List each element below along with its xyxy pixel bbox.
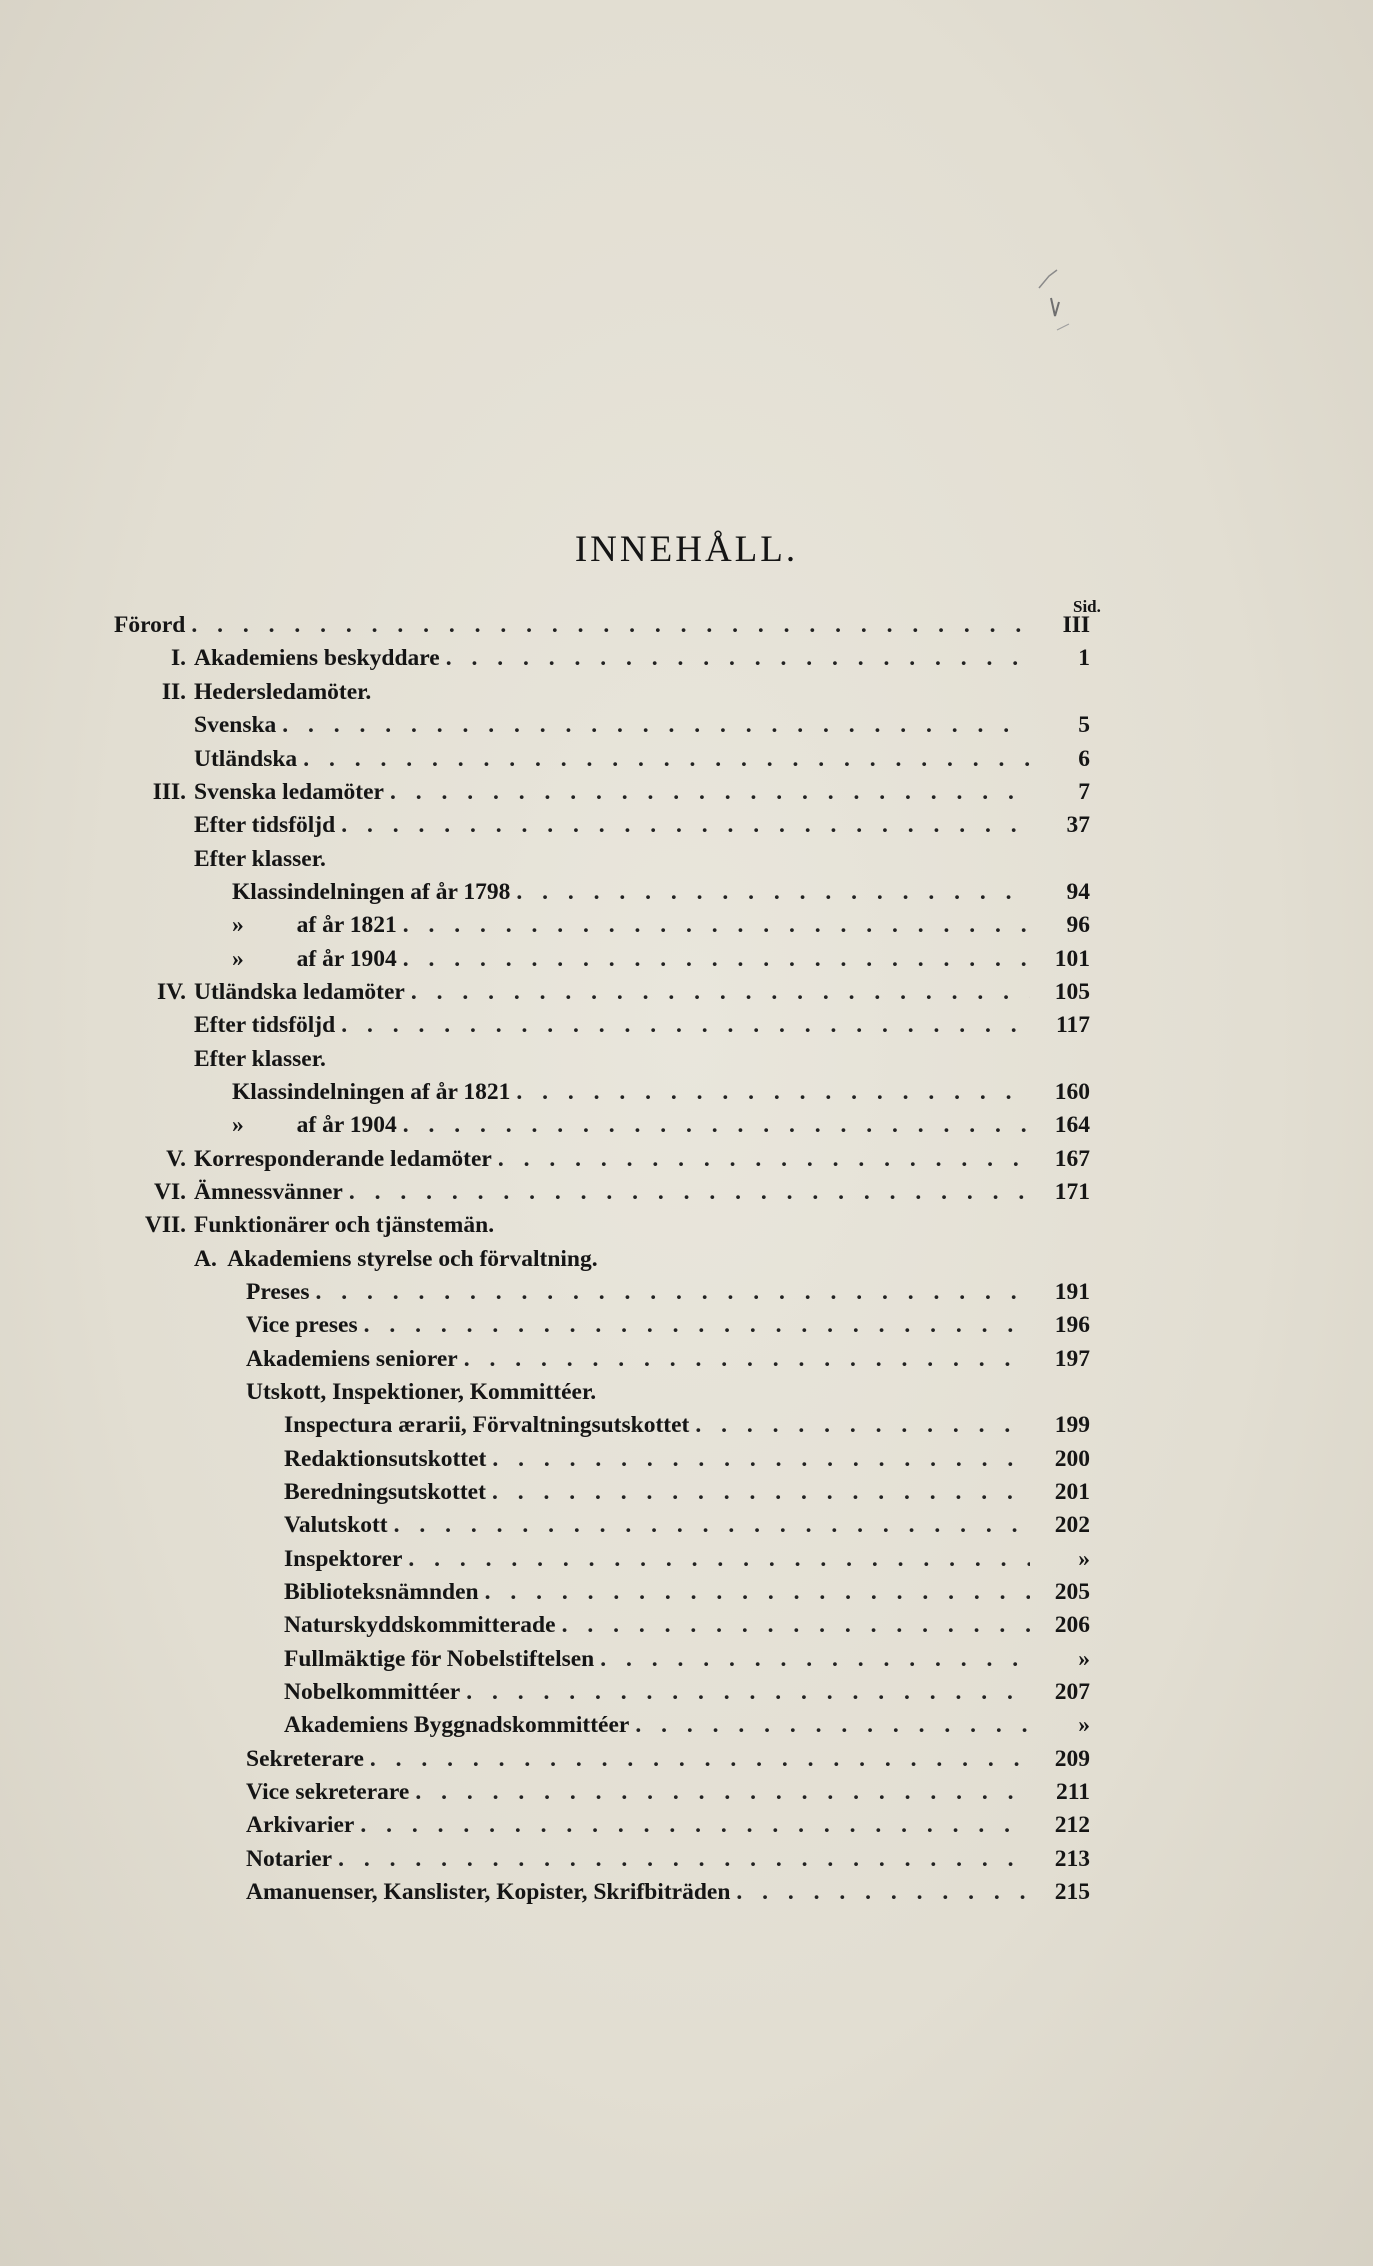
dot-leader xyxy=(736,1879,1030,1906)
toc-entry-label: » af år 1904 xyxy=(232,1112,397,1138)
toc-entry-label: Klassindelningen af år 1798 xyxy=(232,879,511,905)
toc-entry xyxy=(284,1479,1090,1513)
toc-entry-label: Ämnessvänner xyxy=(194,1179,343,1205)
toc-entry xyxy=(246,1346,1090,1380)
toc-entry-page: 211 xyxy=(1056,1779,1090,1805)
toc-entry-page: 7 xyxy=(1078,779,1090,805)
toc-entry xyxy=(284,1712,1090,1746)
toc-entry xyxy=(232,912,1090,946)
dot-leader xyxy=(446,645,1030,672)
toc-entry-label: » af år 1821 xyxy=(232,912,397,938)
toc-entry xyxy=(157,979,1090,1013)
toc-entry-page: 209 xyxy=(1054,1746,1090,1772)
toc-entry xyxy=(144,1212,1090,1246)
toc-entry xyxy=(114,612,1090,646)
toc-entry-page: 101 xyxy=(1054,946,1090,972)
toc-entry-page: 94 xyxy=(1066,879,1090,905)
toc-entry-label: Inspectura ærarii, Förvaltningsutskottet xyxy=(284,1412,690,1438)
toc-entry-label: Efter klasser. xyxy=(194,846,326,872)
toc-entry-label: Utskott, Inspektioner, Kommittéer. xyxy=(246,1379,597,1405)
toc-entry xyxy=(161,679,1090,713)
dot-leader xyxy=(341,1012,1030,1039)
toc-entry-page: » xyxy=(1078,1646,1090,1672)
dot-leader xyxy=(394,1512,1030,1539)
toc-entry-label: Klassindelningen af år 1821 xyxy=(232,1079,511,1105)
toc-entry-label: Fullmäktige för Nobelstiftelsen xyxy=(284,1646,595,1672)
toc-entry-label: Hedersledamöter. xyxy=(194,679,372,705)
toc-entry xyxy=(194,1246,1090,1280)
toc-entry-page: 207 xyxy=(1054,1679,1090,1705)
dot-leader xyxy=(403,912,1030,939)
toc-entry xyxy=(232,1079,1090,1113)
dot-leader xyxy=(341,812,1030,839)
dot-leader xyxy=(403,1112,1030,1139)
toc-entry xyxy=(194,1046,1090,1080)
toc-entry-label: Funktionärer och tjänstemän. xyxy=(194,1212,495,1238)
toc-entry-label: Efter tidsföljd xyxy=(194,1012,336,1038)
toc-entry xyxy=(284,1546,1090,1580)
toc-entry-number: I. xyxy=(170,645,186,671)
toc-entry-page: 5 xyxy=(1078,712,1090,738)
toc-entry-label: Svenska xyxy=(194,712,277,738)
dot-leader xyxy=(338,1846,1030,1873)
toc-entry-label: Akademiens seniorer xyxy=(246,1346,458,1372)
toc-entry xyxy=(232,879,1090,913)
toc-entry xyxy=(284,1512,1090,1546)
toc-entry xyxy=(284,1679,1090,1713)
toc-entry-label: Amanuenser, Kanslister, Kopister, Skrifbiträden xyxy=(246,1879,731,1905)
toc-entry xyxy=(284,1412,1090,1446)
pencil-checkmark-icon xyxy=(1035,268,1071,338)
toc-entry-number: VI. xyxy=(154,1179,186,1205)
toc-entry-label: Förord xyxy=(114,612,186,638)
toc-entry xyxy=(232,1112,1090,1146)
dot-leader xyxy=(562,1612,1030,1639)
toc-entry-label: Arkivarier xyxy=(246,1812,355,1838)
toc-entry xyxy=(246,1312,1090,1346)
toc-entry xyxy=(194,1012,1090,1046)
toc-entry-number: VII. xyxy=(144,1212,186,1238)
toc-entry-page: 37 xyxy=(1066,812,1090,838)
dot-leader xyxy=(498,1146,1030,1173)
toc-entry-label: Vice sekreterare xyxy=(246,1779,410,1805)
toc-entry-label: Valutskott xyxy=(284,1512,388,1538)
dot-leader xyxy=(516,879,1030,906)
toc-entry-label: A. Akademiens styrelse och förvaltning. xyxy=(194,1246,598,1272)
toc-entry-label: Korresponderande ledamöter xyxy=(194,1146,492,1172)
toc-entry-label: Beredningsutskottet xyxy=(284,1479,486,1505)
dot-leader xyxy=(516,1079,1030,1106)
toc-entry xyxy=(284,1579,1090,1613)
toc-entry-number: IV. xyxy=(157,979,186,1005)
toc-entry-label: Utländska xyxy=(194,746,298,772)
toc-entry-page: 196 xyxy=(1054,1312,1090,1338)
toc-entry-number: III. xyxy=(152,779,186,805)
toc-entry-label: Svenska ledamöter xyxy=(194,779,384,805)
dot-leader xyxy=(415,1779,1030,1806)
toc-entry-label: Preses xyxy=(246,1279,310,1305)
toc-entry-page: 167 xyxy=(1054,1146,1090,1172)
dot-leader xyxy=(303,746,1030,773)
toc-entry-page: 200 xyxy=(1054,1446,1090,1472)
toc-entry-page: 1 xyxy=(1078,645,1090,671)
toc-entry xyxy=(246,1879,1090,1913)
toc-entry-label: Akademiens beskyddare xyxy=(194,645,440,671)
toc-entry-page: 96 xyxy=(1066,912,1090,938)
toc-entry-label: Inspektorer xyxy=(284,1546,403,1572)
toc-entry-page: 215 xyxy=(1054,1879,1090,1905)
toc-entry xyxy=(246,1746,1090,1780)
toc-entry-page: 105 xyxy=(1054,979,1090,1005)
toc-entry xyxy=(154,1179,1090,1213)
toc-entry xyxy=(166,1146,1090,1180)
toc-entry xyxy=(246,1279,1090,1313)
toc-entry-page: 205 xyxy=(1054,1579,1090,1605)
toc-entry-page: III xyxy=(1062,612,1090,638)
toc-entry-number: V. xyxy=(166,1146,186,1172)
toc-entry xyxy=(194,712,1090,746)
dot-leader xyxy=(408,1546,1030,1573)
dot-leader xyxy=(360,1812,1030,1839)
toc-entry-label: Utländska ledamöter xyxy=(194,979,405,1005)
toc-entry xyxy=(284,1446,1090,1480)
dot-leader xyxy=(695,1412,1030,1439)
toc-entry xyxy=(170,645,1090,679)
dot-leader xyxy=(635,1712,1030,1739)
toc-entry-page: 171 xyxy=(1054,1179,1090,1205)
toc-entry-page: 201 xyxy=(1054,1479,1090,1505)
toc-entry xyxy=(284,1646,1090,1680)
dot-leader xyxy=(370,1746,1030,1773)
toc-entry-label: Efter klasser. xyxy=(194,1046,326,1072)
toc-entry-page: 213 xyxy=(1054,1846,1090,1872)
dot-leader xyxy=(403,946,1030,973)
toc-entry-page: 206 xyxy=(1054,1612,1090,1638)
toc-entry-page: 199 xyxy=(1054,1412,1090,1438)
dot-leader xyxy=(316,1279,1030,1306)
toc-entry xyxy=(232,946,1090,980)
toc-entry-page: 197 xyxy=(1054,1346,1090,1372)
toc-entry xyxy=(246,1846,1090,1880)
toc-entry-page: 202 xyxy=(1054,1512,1090,1538)
toc-entry-label: » af år 1904 xyxy=(232,946,397,972)
toc-entry-page: 6 xyxy=(1078,746,1090,772)
toc-entry-label: Biblioteksnämnden xyxy=(284,1579,479,1605)
toc-entry-page: 212 xyxy=(1054,1812,1090,1838)
dot-leader xyxy=(464,1346,1030,1373)
toc-entry xyxy=(246,1379,1090,1413)
page-title: INNEHÅLL. xyxy=(574,529,799,570)
toc-entry-page: 117 xyxy=(1056,1012,1090,1038)
toc-entry-number: II. xyxy=(161,679,186,705)
dot-leader xyxy=(492,1479,1030,1506)
toc-entry-label: Notarier xyxy=(246,1846,333,1872)
dot-leader xyxy=(390,779,1030,806)
dot-leader xyxy=(411,979,1030,1006)
dot-leader xyxy=(191,612,1030,639)
dot-leader xyxy=(466,1679,1030,1706)
toc-entry xyxy=(152,779,1090,813)
toc-entry-page: 191 xyxy=(1054,1279,1090,1305)
dot-leader xyxy=(282,712,1030,739)
toc-entry-label: Sekreterare xyxy=(246,1746,364,1772)
toc-entry xyxy=(246,1779,1090,1813)
toc-entry xyxy=(194,846,1090,880)
toc-entry-page: 164 xyxy=(1054,1112,1090,1138)
dot-leader xyxy=(349,1179,1030,1206)
toc-entry xyxy=(284,1612,1090,1646)
toc-entry xyxy=(194,812,1090,846)
toc-entry-label: Nobelkommittéer xyxy=(284,1679,461,1705)
toc-entry-label: Akademiens Byggnadskommittéer xyxy=(284,1712,630,1738)
toc-entry-page: » xyxy=(1078,1546,1090,1572)
dot-leader xyxy=(364,1312,1030,1339)
dot-leader xyxy=(492,1446,1030,1473)
toc-entry-label: Naturskyddskommitterade xyxy=(284,1612,556,1638)
page-column-header: Sid. xyxy=(1073,597,1101,616)
toc-entry-page: 160 xyxy=(1054,1079,1090,1105)
toc-entry xyxy=(246,1812,1090,1846)
dot-leader xyxy=(600,1646,1030,1673)
toc-entry xyxy=(194,746,1090,780)
toc-entry-page: » xyxy=(1078,1712,1090,1738)
toc-entry-label: Vice preses xyxy=(246,1312,358,1338)
dot-leader xyxy=(485,1579,1030,1606)
toc-entry-label: Redaktionsutskottet xyxy=(284,1446,487,1472)
toc-entry-label: Efter tidsföljd xyxy=(194,812,336,838)
